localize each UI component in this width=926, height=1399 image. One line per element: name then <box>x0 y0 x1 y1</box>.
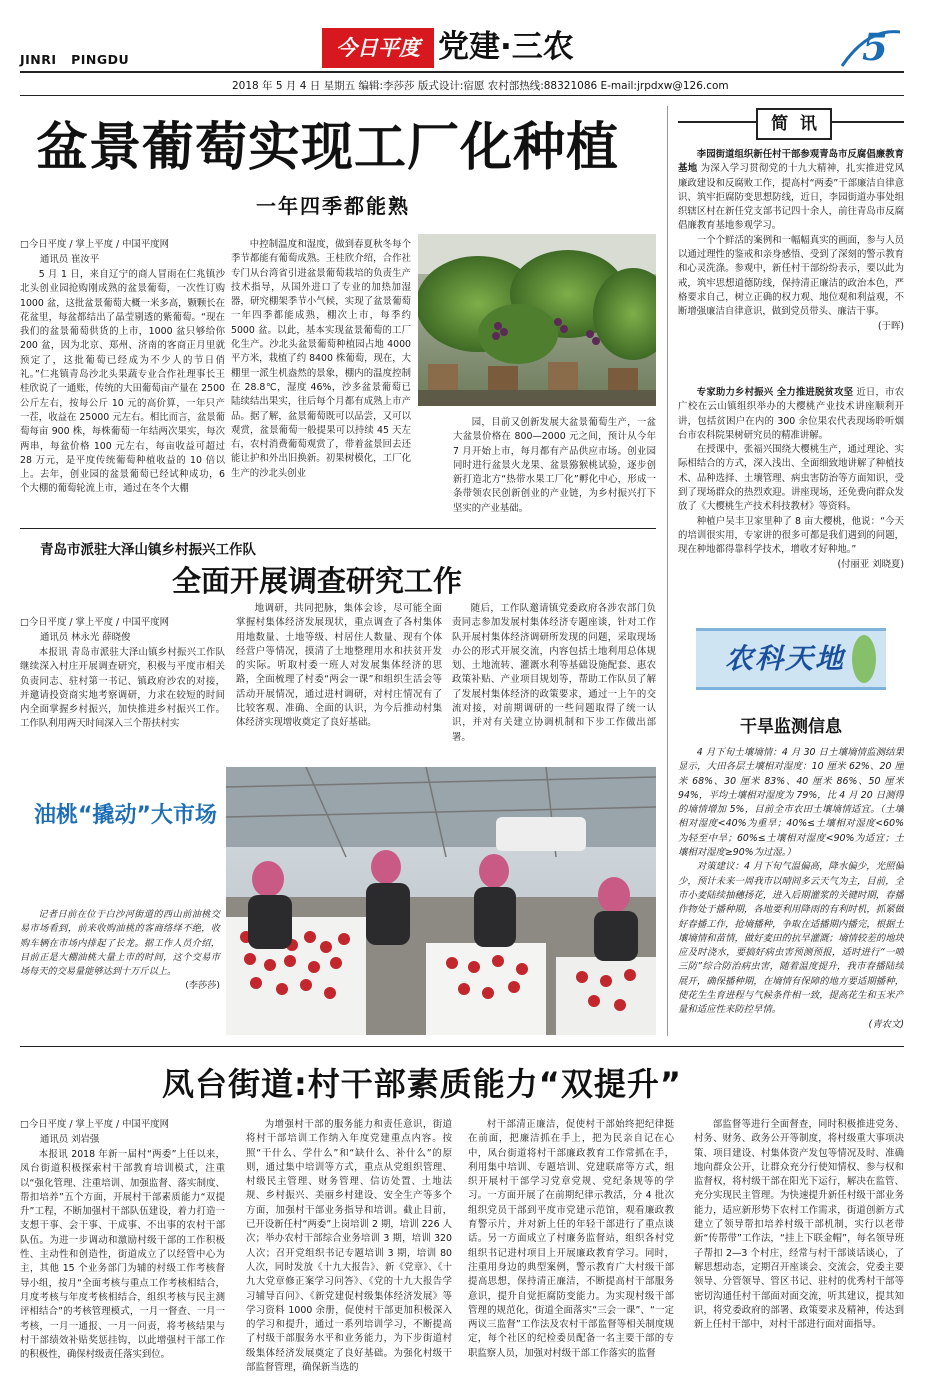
newspaper-logo-text: 今日平度 <box>336 35 420 60</box>
agri-body2: 对策建议：4 月下旬气温偏高，降水偏少，光照偏少，预计未来一周我市以晴间多云天气为主，目前，全市小麦陆续抽穗扬花，进入后期灌浆的关键时期，春播作物处于播种期，各地要利用降雨的有利时机，抓紧做好春播工作，抢墒播种，争取在适播期内播完，根据土壤墒情和苗情，做好麦田的抗旱灌溉；墒情较差的地块应及时浇水，要搞好病虫害预测预报，适时进行“一喷三防”综合防治病虫害，随着温度提升，我市春播陆续展开，确保播种期，在墒情有保障的地方要适期播种，使花生生育进程与气候条件相一致，提高花生和玉米产量和适应性来防控旱情。 <box>678 861 904 1016</box>
brief2-block <box>678 386 904 606</box>
article1-reporter: 通讯员 崔汝平 <box>40 254 100 265</box>
photo-story-author: (李莎莎) <box>185 980 220 992</box>
brief1-author: (于晖) <box>877 320 904 332</box>
briefs-header: 简 讯 <box>771 114 817 134</box>
article1-col2: 中控制温度和湿度，做到春夏秋冬每个季节都能有葡萄成熟。王桂欣介绍，合作社专门从台湾省引进盆景葡萄栽培的负责生产技术指导，从国外进口了专业的加热加湿器，研究棚架季节小气候，实现了盆景葡萄一年四季都能成熟，棚次上市，每季约 5000 盆。以此，基本实现盆景葡萄的工厂化生产。沙北头盆景葡萄种植园占地 4000 平方米，栽植了约 8400 株葡萄，现在，大棚里一派生机盎然的景象，棚内的温度控制在 28.8℃，湿度 46%，沙多盆景葡萄已陆续结出果实，往后每个月都有成熟上市产品。据了解，盆景葡萄既可以品尝，又可以观赏，盆景葡萄一般提果可以持续 45 天左右，农村消费葡萄观赏了，带着盆景回去还能让护和外出旧换新。初果树模化，工厂化生产的沙北头创业 <box>231 239 411 479</box>
brief1-title: 李园街道组织新任村干部参观青岛市反腐倡廉教育基地 <box>678 149 904 175</box>
brief1-block <box>678 148 904 378</box>
article2-kicker: 青岛市派驻大泽山镇乡村振兴工作队 <box>40 542 256 558</box>
agri-author: (青农文) <box>868 1018 904 1030</box>
article1-rule <box>20 528 656 529</box>
agri-block <box>678 746 904 1036</box>
masthead-info-line: 2018 年 5 月 4 日 星期五 编辑:李莎莎 版式设计:宿愿 农村部热线:88321086 E-mail:jrpdxw@126.com <box>232 80 729 92</box>
brief2-body1: 近日，市农广校在云山镇组织举办的大樱桃产业技术讲座顺利开讲，包括贫困户在内的 300 余位果农代表现场聆听烟台市农科院果树研究员的精准讲解。 <box>678 387 904 441</box>
article2-source: □今日平度 / 掌上平度 / 中国平度网 <box>20 617 169 628</box>
article2-col2: 地调研，共同把脉，集体会诊，尽可能全面掌握村集体经济发展现状，重点调查了各村集体用地数量、土地等级、村居住人数量、现有个体经营户等情况，摸清了土地整理用水和扶贫开发的实际。听取村委一班人对发展集体经济的思路，全面梳理了村委“两会一课”和组织生活会等活动开展情况，通过进村调研，对村庄情况有了比较客观、准确、全面的认识，为今后推动村集体经济实现增收奠定了良好基础。 <box>236 603 442 729</box>
article1-subheadline: 一年四季都能熟 <box>256 194 410 218</box>
article1-headline: 盆景葡萄实现工厂化种植 <box>36 118 620 178</box>
right-column-divider <box>667 106 668 1036</box>
brief2-author: (付丽亚 刘晓夏) <box>837 558 904 570</box>
section-title: 党建·三农 <box>438 29 574 65</box>
article3-headline: 凤台街道:村干部素质能力“双提升” <box>162 1065 682 1103</box>
agri-title: 干旱监测信息 <box>740 717 842 737</box>
masthead-rule-bottom <box>20 95 904 96</box>
article2-headline: 全面开展调查研究工作 <box>172 564 463 598</box>
brief1-body1: 为深入学习贯彻党的十九大精神，扎实推进党风廉政建设和反腐败工作，提高村“两委”干部廉洁自律意识、筑牢拒腐防变思想防线，近日，李园街道办事处组织辖区村在新任党支部书记四十余人，前往青岛市反腐倡廉教育基地参观学习。 <box>678 163 904 232</box>
article3-col4: 部监督等进行全面督查，同时积极推进党务、村务、财务、政务公开等制度，将村级重大事项决策、项目建设、村集体资产发包等情况及时、准确地向群众公开，让群众充分行使知情权、参与权和监督权，将村级干部在阳光下运行，解决在监管、充分实现民主管理。为快速提升新任村级干部业务能力，适应新形势下农村工作需求，街道创新方式建立了领导帮扣培养村级干部机制，实行以老带新“传帮带”工作法，“挂上下联金帽”，每名领导班子帮扣 2—3 个村庄，经常与村干部谈话谈心，了解思想动态，定期召开座谈会、交流会，党委主要领导、分管领导、管区书记、驻村的优秀村干部等密切沟通任村干部面对面交流，听其建议，提其知识，将党委政府的部署、政策要求及精神，传达到新上任村干部中，对村干部进行面对面指导。 <box>694 1119 904 1331</box>
brief2-body3: 种植户吴丰卫家里种了 8 亩大樱桃，他说：“今天的培训很实用，专家讲的很多可都是我们遇到的问题，现在种地都得靠科学技术，增收才好种地。” <box>678 515 904 556</box>
photo-story-headline: 油桃“撬动”大市场 <box>34 803 217 828</box>
article1-col1: 5 月 1 日，来自辽宁的商人冒雨在仁兆镇沙北头创业园抢购刚成熟的盆景葡萄，一次性订购 1000 盆，这批盆景葡萄大概一米多高，颗颗长在花盆里，每盆都结出了晶莹剔透的紫葡萄。“现在我们的盆景葡萄供货的上市，1000 盆只够给你 200 盆，因为北京、郑州、济南的客商正月里就预定了，这批葡萄已经成为不少人的节日俏礼。”仁兆镇青岛沙北头果蔬专业合作社理事长王桂欣说了一通账，传统的大田葡萄亩产量在 2500 公斤左右，按每公斤 10 元的高价算，一年只产一茬，收益在 25000 元左右。相比而言，盆景葡萄每亩 900 株，每株葡萄一年结两次果实，每次两串，每盆价格 100 元左右，每亩收益可超过 28 万元，是平度传统葡萄种植收益的 10 倍以上。去年，创业园的盆景葡萄已经试种成功，6 个大棚的葡萄轮流上市，通过在冬个大棚 <box>20 269 225 495</box>
agri-banner-text: 农科天地 <box>724 642 845 675</box>
article2-col3: 随后，工作队邀请镇党委政府各涉农部门负责同志参加发展村集体经济专题座谈，针对工作队开展村集体经济调研所发现的问题，采取现场办公的形式开展交流，内容包括土地利用总体规划、土地流转、灌溉水利等基础设施配套、惠农政策补贴、产业项目规划等，帮助工作队员了解了发展村集体经济的政策要求，通过一上午的交流对接，对前期调研的一些问题取得了统一认识，并对有关建立协调机制和下步工作做出部署。 <box>452 603 656 743</box>
article3-reporter: 通讯员 刘岩强 <box>40 1134 100 1145</box>
article3-col2: 为增强村干部的服务能力和责任意识，街道将村干部培训工作纳入年度党建重点内容。按照“干什么、学什么”和“缺什么、补什么”的原则，通过集中培训等方式，重点从党组织管理、村级民主管理、财务管理、信访处置、土地法规、乡村振兴、美丽乡村建设、安全生产等多个方面，加强村干部业务指导和培训。截止目前，已开设新任村“两委”上岗培训 2 期，培训 226 人次；举办农村干部综合业务培训 3 期，培训 320 人次；召开党组织书记专题培训 3 期，培训 80 人次，同时发放《十九大报告》、新《党章》、《十九大党章修正案学习问答》、《党的十九大报告学习辅导百问》、《新党建促村级集体经济发展》等学习资料 1000 余册，促使村干部更加积极深入的学习和提升，通过一系列培训学习，不断提高了村级干部服务水平和业务能力，为下步街道村级集体经济发展奠定了良好基础。为强化村级干部监督管理，确保新当选的 <box>246 1119 452 1374</box>
nectarine-market-photo <box>226 767 656 1035</box>
article2-col1: 本报讯 青岛市派驻大泽山镇乡村振兴工作队继续深入村庄开展调查研究，积极与平度市相关负责同志、驻村第一书记、镇政府沙农的对接，并邀请投资商实地考察调研，力求在较短的时间内全面掌握乡村振兴，加快推进乡村振兴工作。工作队利用两天时间深入三个帮扶村实 <box>20 647 225 730</box>
photo-story-caption-text: 记者日前在位于白沙河街道的西山前油桃交易市场看到，前来收购油桃的客商络绎不绝，收购车辆在市场内排起了长龙。据工作人员介绍，目前正是大棚油桃大量上市的时间，这个交易市场每天的交易量能够达到十万斤以上。 <box>20 909 220 978</box>
article3-col1: 本报讯 2018 年新一届村“两委”上任以来，凤台街道积极探索村干部教育培训模式，注重以“强化管理、注重培训、加强监督、落实制度、帮扣培养”五个方面，开展村干部素质能力“双提升”工程，不断加强村干部队伍建设，着力打造一支想干事、会干事、干成事、不出事的农村干部队伍。为进一步调动和激励村级干部的工作积极性、主动性和创造性，街道成立了以经管中心为主，其他 15 个业务部门为辅的村级工作考核督导小组，按月“全面考核与重点工作考核相结合，月度考核与年度考核相结合，组织考核与民主测评相结合”的考核管理模式，一月一督查、一月一考核，一月一通报、一月一问责，将考核结果与村干部绩效补贴奖惩挂钩，以此增强村干部工作的积极性，确保村级责任落实到位。 <box>20 1149 225 1361</box>
article3-col3: 村干部清正廉洁，促使村干部始终把纪律挺在前面，把廉洁抓在手上，把为民亲自记在心中，凤台街道将村干部廉政教育工作常抓在手，利用集中培训、专题培训、党建联席等方式，组织开展村干部学习党章党规、党纪条规等的学习。一方面开展了在前期纪律示教活，分 4 批次组织党员干部到平度市党建示范馆，观看廉政教育警示片，并对新上任的年轻干部进行了重点谈话。另一方面成立了村廉务监督站，组织各村党组织书记进村项目上开展廉政教育学习。同时，注重用身边的典型案例，警示教育广大村级干部提高思想，保持清正廉洁，不断提高村干部服务意识，提升自觉拒腐防变能力。为实现村级干部管理的规范化，街道全面落实“三会一课”、“一定两议三监督”工作法及农村干部监督等相关制度规定，每个社区的纪检委员配备一名主要干部的专职监察人员，加强对村级干部工作落实的监督 <box>468 1119 674 1359</box>
article1-col3: 园，目前又创新发展大盆景葡萄生产，一盆大盆景价格在 800—2000 元之间，预计从今年 7 月开始上市，每月都有产品供应市场。创业园同时进行盆景火龙果、盆景猕猴桃试验，逐步创新打造北方“热带水果工厂化”孵化中心，形成一条带领农民创新创业的产业链，为乡村振兴打下坚实的产业基础。 <box>453 417 656 514</box>
article3-source: □今日平度 / 掌上平度 / 中国平度网 <box>20 1119 169 1130</box>
brief2-title: 专家助力乡村振兴 全力推进脱贫攻坚 <box>696 387 854 398</box>
brief2-body2: 在授课中，张福兴围绕大樱桃生产，通过理论、实际相结合的方式，深入浅出、全面细致地讲解了种植技术、品种选择、土壤管理、病虫害防治等方面知识，受到了现场群众的热烈欢迎。讲座现场，还免费向群众发放了《大樱桃生产技术科技教材》等资料。 <box>678 444 904 513</box>
article2-reporter: 通讯员 林永光 薛晓俊 <box>40 632 131 643</box>
masthead-rule-top <box>20 71 904 73</box>
page-number: 5 <box>862 25 888 69</box>
masthead-left-text: JINRI PINGDU <box>20 52 130 67</box>
photo-story-caption <box>20 908 220 994</box>
article3-top-rule <box>20 1046 904 1047</box>
article1-source: □今日平度 / 掌上平度 / 中国平度网 <box>20 239 169 250</box>
agri-body1: 4 月下旬土壤墒情：4 月 30 日土壤墒情监测结果显示，大田各层土壤相对湿度：10 厘米 62%、20 厘米 68%、30 厘米 83%、40 厘米 86%、50 厘米 94%，平均土壤相对湿度为 79%，比 4 月 20 日测得的墒情增加 5%，目前全市农田土壤墒情适宜。（土壤相对湿度<40%为重旱；40%≤土壤相对湿度<60%为轻至中旱；60%≤土壤相对湿度<90%为适宜；土壤相对湿度≥90%为过湿。） <box>678 747 904 859</box>
grape-greenhouse-photo <box>418 234 656 406</box>
brief1-body2: 一个个鲜活的案例和一幅幅真实的画面，参与人员以通过理性的鉴戒和亲身感悟、受到了深刻的警示教育和心灵洗涤。参观中，新任村干部纷纷表示，要以此为戒，筑牢思想道德防线，保持清正廉洁的政治本色，严格要求自己，树立正确的权力观、地位观和利益观，不断增强廉洁自律意识，做到党员带头、廉洁干事。 <box>678 234 904 318</box>
